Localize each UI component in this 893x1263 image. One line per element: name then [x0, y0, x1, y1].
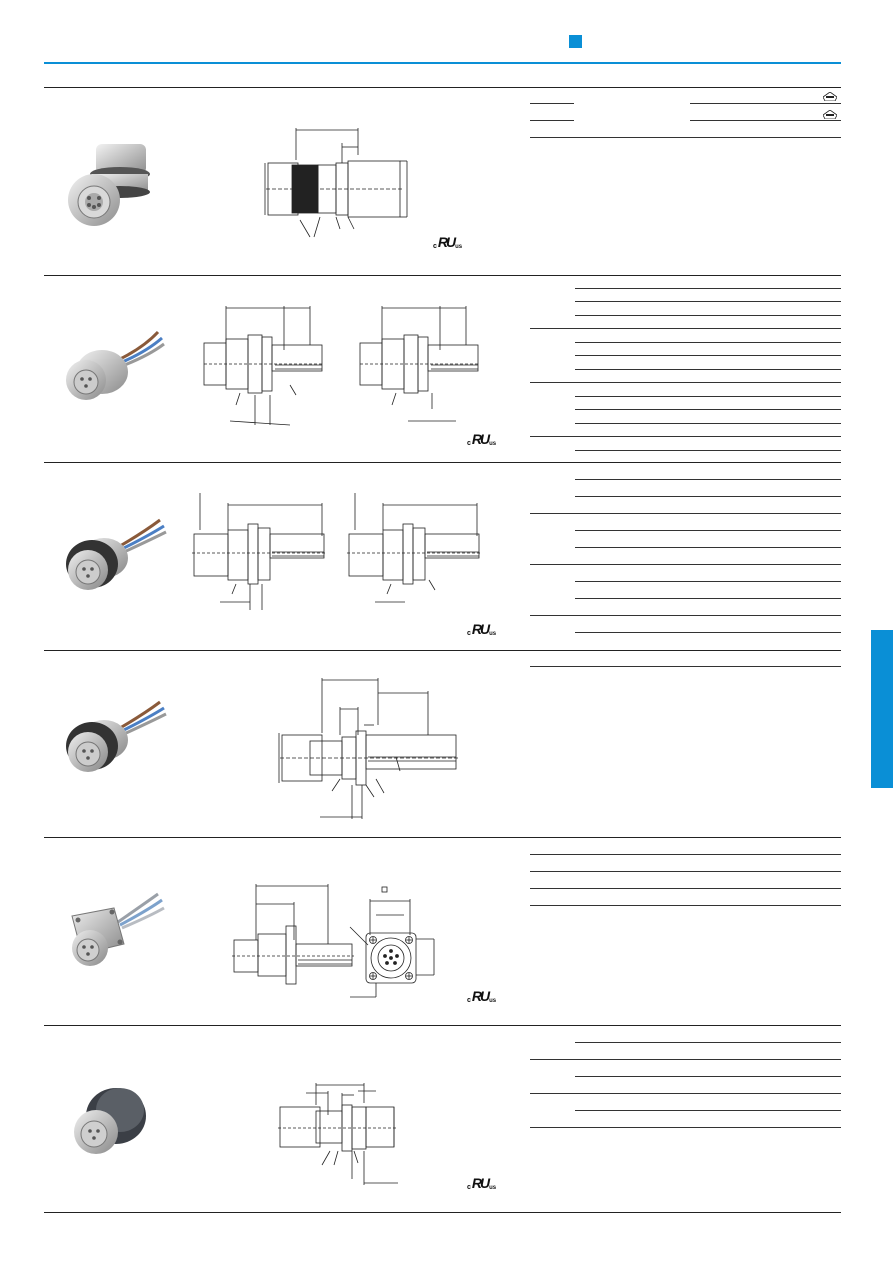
ul-symbol: RU	[471, 621, 489, 637]
ul-c-label: c	[433, 243, 437, 250]
dimension-drawing-6	[276, 1075, 406, 1190]
dimension-drawing-2a	[200, 305, 330, 430]
dimension-drawing-3b	[345, 490, 485, 615]
ul-symbol: RU	[471, 988, 489, 1004]
dimension-drawing-2b	[356, 305, 486, 430]
ul-c-label: c	[467, 630, 471, 637]
connector-photo-2	[58, 330, 168, 420]
section-divider	[44, 1212, 841, 1213]
section-divider	[44, 275, 841, 276]
dimension-drawing-4	[276, 675, 466, 825]
ul-certification-mark	[467, 1175, 496, 1191]
ul-us-label: us	[489, 631, 497, 637]
chapter-tab[interactable]	[871, 630, 893, 788]
dimension-drawing-1	[262, 125, 412, 240]
ul-certification-mark	[467, 621, 496, 637]
section-divider	[44, 837, 841, 838]
connector-photo-3	[58, 518, 168, 608]
ul-us-label: us	[489, 441, 497, 447]
connector-photo-6	[62, 1080, 162, 1170]
ul-c-label: c	[467, 440, 471, 447]
header-color-marker	[569, 35, 582, 48]
ul-certification-mark	[433, 234, 462, 250]
section-divider	[44, 462, 841, 463]
vde-approval-icon	[823, 92, 837, 101]
ul-symbol: RU	[471, 431, 489, 447]
connector-photo-5	[58, 892, 168, 982]
vde-approval-icon	[823, 110, 837, 119]
connector-photo-1	[58, 140, 158, 230]
section-divider	[44, 87, 841, 88]
dimension-drawing-5b-front-view	[340, 885, 450, 1005]
ul-certification-mark	[467, 988, 496, 1004]
ul-us-label: us	[489, 1185, 497, 1191]
connector-photo-4	[58, 700, 168, 790]
ul-us-label: us	[489, 998, 497, 1004]
dimension-drawing-3a	[190, 490, 330, 615]
section-divider	[44, 650, 841, 651]
section-divider	[44, 1025, 841, 1026]
ul-c-label: c	[467, 1184, 471, 1191]
ul-symbol: RU	[437, 234, 455, 250]
dimension-drawing-5a	[228, 880, 358, 1000]
ul-symbol: RU	[471, 1175, 489, 1191]
ul-c-label: c	[467, 997, 471, 1004]
header-rule	[44, 62, 841, 64]
ul-certification-mark	[467, 431, 496, 447]
ul-us-label: us	[455, 244, 463, 250]
